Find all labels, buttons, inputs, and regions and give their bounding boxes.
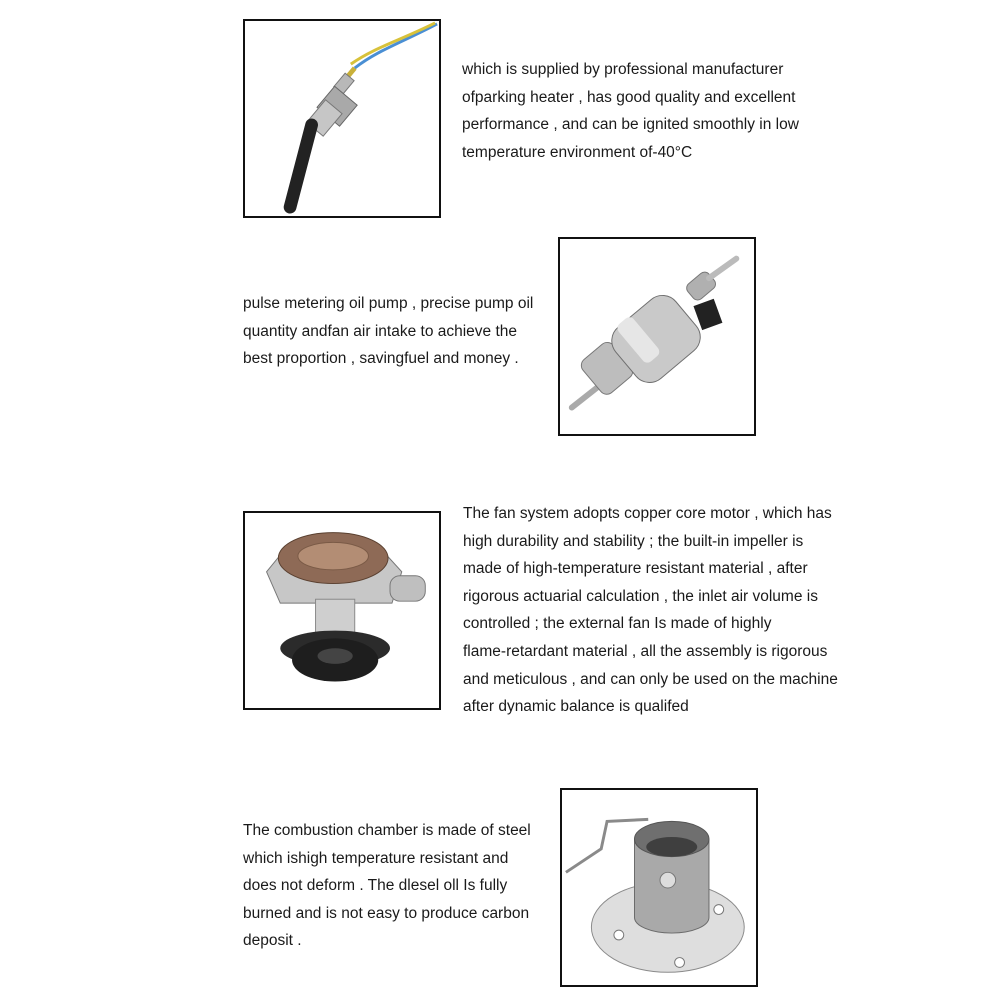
oil-pump-description: pulse metering oil pump , precise pump oil quantity andfan air intake to achieve the best proportion , savingfuel and money . (243, 295, 534, 368)
combustion-chamber-description: The combustion chamber is made of steel which ishigh temperature resistant and does not deform . The dlesel oll Is fully burned and is not easy to produce carbon deposit . (243, 822, 531, 950)
fan-motor-description: The fan system adopts copper core motor , which has high durability and stability ; the built-in impeller is made of high-temperature resistant material , after rigorous actuarial calculation , the inlet air volume is controlled ; the external fan Is made of highly flame-retardant material , all the assembly is rigorous and meticulous , and can only be used on the machine after dynamic balance is qualifed (463, 505, 838, 716)
combustion-chamber-icon (562, 790, 756, 985)
glow-plug-icon (245, 21, 439, 216)
fan-motor-image (243, 511, 441, 710)
fan-motor-icon (245, 513, 439, 708)
combustion-chamber-image (560, 788, 758, 987)
oil-pump-image (558, 237, 756, 436)
oil-pump-icon (560, 239, 754, 434)
glow-plug-description: which is supplied by professional manufacturer ofparking heater , has good quality and excellent performance , and can be ignited smoothly in low temperature environment of-40°C (462, 61, 799, 161)
glow-plug-image (243, 19, 441, 218)
